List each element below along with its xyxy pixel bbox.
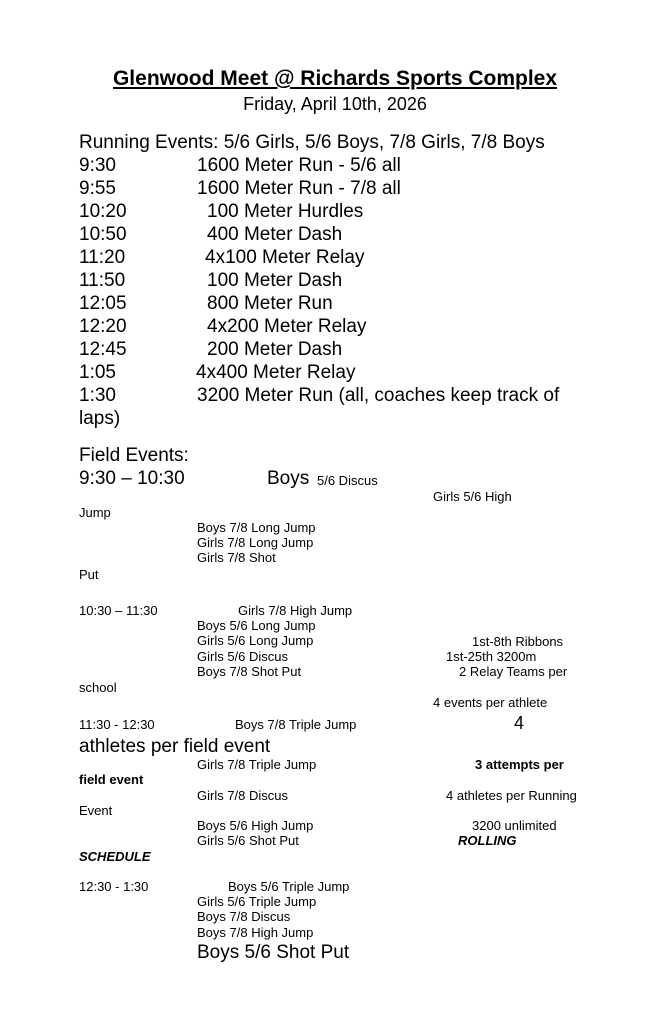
field-event: Girls 5/6 Long Jump — [197, 633, 314, 648]
field-event: Boys 5/6 High Jump — [197, 818, 314, 833]
field-event: Girls 7/8 Long Jump — [197, 535, 314, 550]
field-event: Girls 5/6 Shot Put — [197, 833, 299, 848]
field-time: 11:30 - 12:30 — [79, 717, 155, 732]
running-event: 1600 Meter Run - 5/6 all — [197, 155, 401, 176]
running-event-wrap: laps) — [79, 408, 121, 429]
event-date: Friday, April 10th, 2026 — [243, 94, 427, 114]
running-event: 4x200 Meter Relay — [207, 316, 367, 337]
field-time: 9:30 – 10:30 — [79, 468, 185, 489]
running-time: 9:30 — [79, 155, 116, 176]
note-relay-wrap: school — [79, 680, 117, 695]
note-ribbons: 1st-8th Ribbons — [472, 634, 564, 649]
note-relay-teams: 2 Relay Teams per — [459, 664, 568, 679]
running-time: 9:55 — [79, 178, 116, 199]
running-event: 100 Meter Hurdles — [207, 201, 364, 222]
field-event: Boys 5/6 Triple Jump — [228, 879, 350, 894]
field-event: Boys 7/8 Long Jump — [197, 520, 316, 535]
field-event: Girls 5/6 High — [433, 489, 512, 504]
field-time: 10:30 – 11:30 — [79, 603, 158, 618]
note-ribbons-3200: 1st-25th 3200m — [446, 649, 537, 664]
running-time: 11:20 — [79, 247, 126, 268]
field-event: Girls 7/8 Shot — [197, 550, 276, 565]
field-event-wrap: Jump — [79, 505, 111, 520]
field-event: Girls 5/6 Triple Jump — [197, 894, 317, 909]
running-event: 800 Meter Run — [207, 293, 333, 314]
field-events-heading: Field Events: — [79, 445, 189, 466]
running-time: 12:05 — [79, 293, 127, 314]
field-event: Boys 5/6 Shot Put — [197, 942, 350, 963]
field-event: Boys 5/6 Long Jump — [197, 618, 316, 633]
field-time: 12:30 - 1:30 — [79, 879, 149, 894]
running-event: 4x100 Meter Relay — [205, 247, 365, 268]
note-athletes-per-field: athletes per field event — [79, 736, 271, 757]
note-rolling: ROLLING — [458, 833, 517, 848]
note-running-athletes: 4 athletes per Running — [446, 788, 577, 803]
field-event: Boys 7/8 Triple Jump — [235, 717, 357, 732]
running-time: 12:20 — [79, 316, 127, 337]
running-time: 11:50 — [79, 270, 126, 291]
running-event: 100 Meter Dash — [207, 270, 343, 291]
field-event: Boys 7/8 Discus — [197, 909, 291, 924]
field-event: Girls 7/8 High Jump — [238, 603, 353, 618]
page-title: Glenwood Meet @ Richards Sports Complex — [112, 67, 558, 90]
running-time: 12:45 — [79, 339, 127, 360]
running-event: 4x400 Meter Relay — [196, 362, 356, 383]
note-running-wrap: Event — [79, 803, 113, 818]
field-event: Boys 7/8 Shot Put — [197, 664, 302, 679]
note-attempts: 3 attempts per — [475, 757, 564, 772]
field-event: Boys 7/8 High Jump — [197, 925, 314, 940]
note-schedule: SCHEDULE — [79, 849, 151, 864]
field-event: 5/6 Discus — [317, 473, 378, 488]
note-events-per-athlete: 4 events per athlete — [433, 695, 548, 710]
running-event: 400 Meter Dash — [207, 224, 343, 245]
running-event: 1600 Meter Run - 7/8 all — [197, 178, 401, 199]
running-time: 1:05 — [79, 362, 116, 383]
running-events-heading: Running Events: 5/6 Girls, 5/6 Boys, 7/8 Girls, 7/8 Boys — [79, 132, 545, 153]
field-event: Girls 7/8 Discus — [197, 788, 289, 803]
running-event: 3200 Meter Run (all, coaches keep track of — [197, 385, 560, 406]
note-four: 4 — [514, 713, 525, 733]
note-attempts-wrap: field event — [79, 772, 144, 787]
field-event: Girls 7/8 Triple Jump — [197, 757, 317, 772]
note-unlimited: 3200 unlimited — [472, 818, 557, 833]
running-time: 1:30 — [79, 385, 116, 406]
running-time: 10:20 — [79, 201, 127, 222]
running-event: 200 Meter Dash — [207, 339, 343, 360]
field-event-wrap: Put — [79, 567, 99, 582]
field-event-prefix: Boys — [267, 468, 310, 489]
field-event: Girls 5/6 Discus — [197, 649, 289, 664]
running-time: 10:50 — [79, 224, 127, 245]
